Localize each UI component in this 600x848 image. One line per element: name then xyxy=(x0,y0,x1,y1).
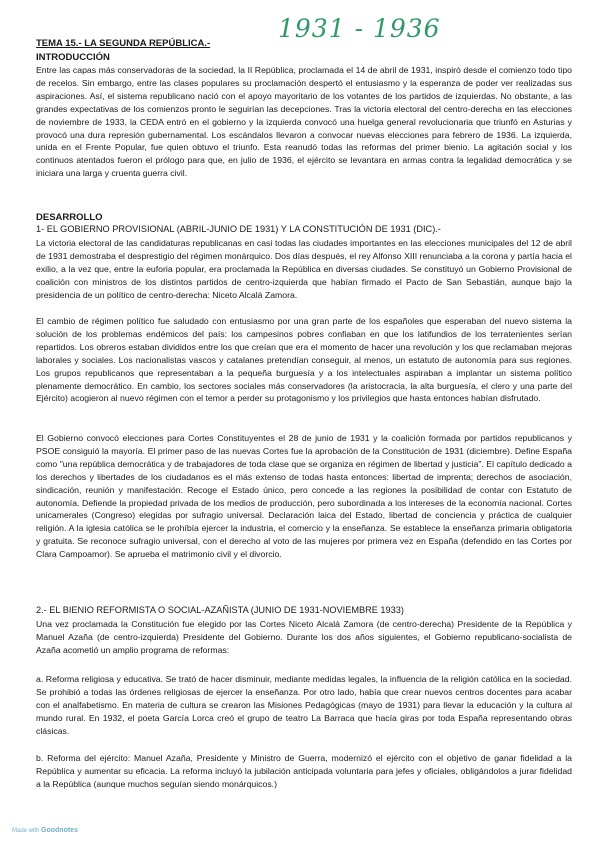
footer-prefix: Made with xyxy=(12,828,40,834)
topic-title: TEMA 15.- LA SEGUNDA REPÚBLICA.- xyxy=(36,38,211,49)
section2-title: 2.- EL BIENIO REFORMISTA O SOCIAL-AZAÑISTA (JUNIO DE 1931-NOVIEMBRE 1933) xyxy=(36,605,404,615)
introduction-paragraph: Entre las capas más conservadoras de la sociedad, la II República, proclamada el 14 de abril de 1931, inspiró desde el comienzo todo tipo de recelos. Sin embargo, entre las clases populares su proclamación despertó el entusiasmo y la esperanza de poder ver realizadas sus aspiraciones. Así, el sistema republicano nació con el apoyo mayoritario de los votantes de los partidos de izquierdas. No obstante, a las grandes expectativas de los comienzos pronto le seguirían las decepciones. Tras la victoria electoral del centro-derecha en las elecciones de noviembre de 1933, la CEDA entró en el gobierno y la izquierda convocó una huelga general revolucionaria que triunfó en Asturias y provocó una dura represión gubernamental. Los escándalos llevaron a convocar nuevas elecciones para febrero de 1936. La izquierda, unida en el Frente Popular, fue quien obtuvo el triunfo. Esta reanudó todas las reformas del primer bienio. La agitación social y los continuos atentados fueron el prólogo para que, en julio de 1936, el ejército se levantara en armas contra la legalidad democrática y se iniciara una larga y cruenta guerra civil. xyxy=(36,65,572,179)
section2-item-b: b. Reforma del ejército: Manuel Azaña, Presidente y Ministro de Guerra, modernizó el ejército con el objetivo de ganar fidelidad a la República y aumentar su eficacia. La reforma incluyó la jubilación anticipada voluntaria para jefes y oficiales, obligándolos a jurar fidelidad a la República (aunque muchos seguían siendo monárquicos.) xyxy=(36,753,572,789)
section1-title: 1- EL GOBIERNO PROVISIONAL (ABRIL-JUNIO DE 1931) Y LA CONSTITUCIÓN DE 1931 (DIC).- xyxy=(36,224,441,234)
section2-intro: Una vez proclamada la Constitución fue elegido por las Cortes Niceto Alcalá Zamora (de centro-derecha) Presidente de la República y Manuel Azaña (de centro-izquierda) Presidente del Gobierno. Durante los dos años siguientes, el Gobierno republicano-socialista de Azaña acometió un amplio programa de reformas: xyxy=(36,619,572,655)
section1-paragraph-1: La victoria electoral de las candidaturas republicanas en casi todas las ciudades importantes en las elecciones municipales del 12 de abril de 1931 demostraba el desprestigio del régimen monárquico. Dos días después, el rey Alfonso XIII renunciaba a la corona y partía hacia el exilio, a la vez que, entre la euforia popular, era proclamada la República en diversas ciudades. Se constituyó un Gobierno Provisional de coalición con ministros de los distintos partidos de centro-izquierda que habían firmado el Pacto de San Sebastián, aunque bajo la presidencia de un político de centro-derecha: Niceto Alcalá Zamora. xyxy=(36,238,572,300)
section1-paragraph-2: El cambio de régimen político fue saludado con entusiasmo por una gran parte de los españoles que esperaban del nuevo sistema la solución de los problemas endémicos del país: los campesinos pobres confiaban en que los latifundios de los terratenientes serían repartidos. Los obreros estaban divididos entre los que creían que era el momento de hacer una revolución y los que reclamaban mejoras laborales y sociales. Los nacionalistas vascos y catalanes pretendían conseguir, al menos, un estatuto de autonomía para sus regiones. Los grupos republicanos que representaban a la pequeña burguesía y a los intelectuales aspiraban a implantar un sistema político plenamente democrático. En cambio, los sectores sociales más conservadores (la aristocracia, la alta burguesía, el clero y una parte del Ejército) acogieron al nuevo régimen con el temor a perder su protagonismo y los privilegios que hasta entonces habían disfrutado. xyxy=(36,316,572,404)
development-heading: DESARROLLO xyxy=(36,212,103,223)
section1-paragraph-3: El Gobierno convocó elecciones para Cortes Constituyentes el 28 de junio de 1931 y la coalición formada por partidos republicanos y PSOE consiguió la mayoría. El primer paso de las nuevas Cortes fue la aprobación de la Constitución de 1931 (diciembre). Define España como "una república democrática y de trabajadores de toda clase que se organiza en régimen de libertad y justicia". El capítulo dedicado a los derechos y libertades de los ciudadanos es el más extenso de todas hasta entonces: libertad de imprenta; derechos de asociación, sindicación, reunión y manifestación. Recoge el Estado único, pero concede a las regiones la posibilidad de contar con Estatuto de autonomía. Defiende la propiedad privada de los medios de producción, pero subordinada a los intereses de la economía nacional. Cortes unicamerales (Congreso) elegidas por sufragio universal. Declaración laica del Estado, libertad de conciencia y práctica de cualquier religión. A la iglesia católica se le prohíbía ejercer la industria, el comercio y la enseñanza. Se establece la enseñanza primaria obligatoria y gratuita. Se reconoce sufragio universal, con el derecho al voto de las mujeres por primera vez en España (defendido en las Cortes por Clara Campoamor). Se aprueba el matrimonio civil y el divorcio. xyxy=(36,433,572,560)
goodnotes-footer xyxy=(12,827,78,834)
section2-item-a: a. Reforma religiosa y educativa. Se trató de hacer disminuir, mediante medidas legales, la influencia de la religión católica en la sociedad. Se prohibió a todas las órdenes religiosas de ejercer la enseñanza. Por otro lado, había que crear nuevos centros docentes para acabar con el analfabetismo. En materia de cultura se crearon las Misiones Pedagógicas (mayo de 1931) para llevar la educación y la cultura al mundo rural. En 1932, el poeta García Lorca creó el grupo de teatro La Barraca que hacía giras por toda España representando obras clásicas. xyxy=(36,674,572,736)
handwritten-title: 1931 - 1936 xyxy=(278,14,441,43)
footer-brand: Goodnotes xyxy=(41,827,78,834)
introduction-heading: INTRODUCCIÓN xyxy=(36,52,110,63)
